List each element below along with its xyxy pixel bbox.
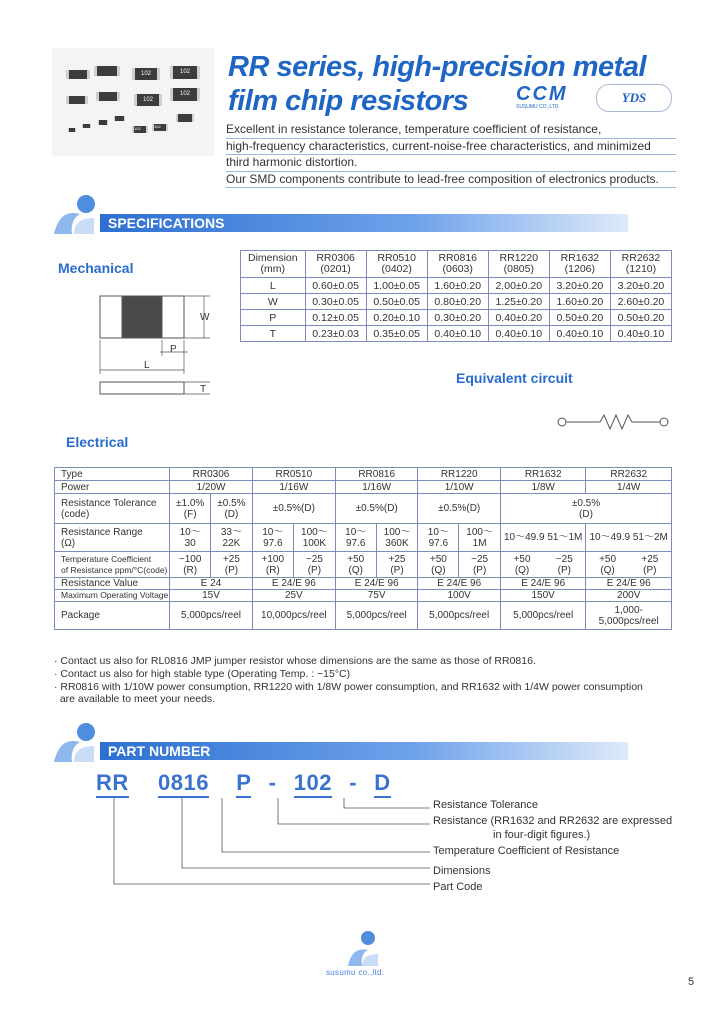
- note-line: · Contact us also for high stable type (Operating Temp. : −15°C): [54, 667, 351, 680]
- susumu-logo-icon: [344, 930, 384, 968]
- table-cell: 0.23±0.03: [305, 326, 366, 342]
- row-label: Resistance Range (Ω): [55, 524, 170, 552]
- table-cell: 0.40±0.10: [549, 326, 610, 342]
- note-line: are available to meet your needs.: [54, 693, 216, 706]
- yds-logo: YDS: [596, 84, 672, 112]
- equivalent-circuit-diagram: [556, 410, 672, 434]
- table-cell: 100V: [418, 590, 501, 602]
- pn-tcr: P: [236, 770, 251, 798]
- part-number-legend: [433, 798, 672, 894]
- equivalent-circuit-heading: Equivalent circuit: [456, 370, 573, 386]
- table-cell: ±0.5%(D): [252, 494, 335, 524]
- table-cell: 10～ 97.6: [418, 524, 459, 552]
- ccm-logo-subtext: SUSUMU CO.,LTD.: [516, 104, 560, 110]
- pn-separator: -: [349, 770, 358, 795]
- table-cell: 15V: [170, 590, 253, 602]
- table-row: [241, 294, 672, 310]
- ccm-logo-text: CCM: [516, 83, 568, 105]
- table-row: [55, 552, 672, 578]
- chip-image: 102: [132, 68, 160, 80]
- p-label: P: [170, 344, 177, 355]
- row-label: T: [241, 326, 306, 342]
- w-label: W: [200, 312, 210, 323]
- mechanical-heading: Mechanical: [58, 260, 134, 276]
- legend-tcr: Temperature Coefficient of Resistance: [433, 845, 620, 857]
- table-cell: 0.30±0.20: [427, 310, 488, 326]
- pn-tolerance: D: [374, 770, 390, 798]
- table-cell: 0.20±0.10: [366, 310, 427, 326]
- model-header: RR0306 (0201): [305, 251, 366, 278]
- table-cell: 2.00±0.20: [488, 278, 549, 294]
- table-cell: ±0.5%(D): [418, 494, 501, 524]
- pn-part-code: RR: [96, 770, 129, 798]
- section-icon: [50, 722, 104, 764]
- table-cell: 1/8W: [500, 481, 585, 494]
- table-row: [55, 578, 672, 590]
- chip-image: 102: [134, 94, 162, 106]
- l-label: L: [144, 360, 150, 371]
- table-cell: 1/16W: [252, 481, 335, 494]
- model-header: RR0510 (0402): [366, 251, 427, 278]
- table-cell: 3.20±0.20: [549, 278, 610, 294]
- table-cell: ±0.5% (D): [500, 494, 671, 524]
- table-cell: 3.20±0.20: [610, 278, 671, 294]
- table-cell: 5,000pcs/reel: [170, 602, 253, 630]
- chip-image: [114, 116, 125, 121]
- note-line: · RR0816 with 1/10W power consumption, RR1220 with 1/8W power consumption, and RR1632 with 1/4W power consumption: [54, 680, 643, 693]
- table-cell: 10～ 30: [170, 524, 211, 552]
- row-label: Package: [55, 602, 170, 630]
- table-cell: RR0510: [252, 468, 335, 481]
- table-cell: 1/20W: [170, 481, 253, 494]
- notes: [54, 655, 643, 706]
- part-number-heading: PART NUMBER: [100, 742, 628, 760]
- model-header: RR1632 (1206): [549, 251, 610, 278]
- table-cell: ±0.5%(D): [335, 494, 418, 524]
- table-cell: 1,000- 5,000pcs/reel: [586, 602, 672, 630]
- table-cell: 100～ 100K: [293, 524, 335, 552]
- table-cell: RR1632: [500, 468, 585, 481]
- table-cell: −25 (P): [459, 552, 501, 578]
- table-cell: 1/16W: [335, 481, 418, 494]
- table-cell: 0.50±0.20: [549, 310, 610, 326]
- t-label: T: [200, 384, 207, 395]
- table-cell: 0.40±0.10: [488, 326, 549, 342]
- table-cell: RR0816: [335, 468, 418, 481]
- chip-image: [66, 70, 90, 79]
- row-label: Resistance Tolerance (code): [55, 494, 170, 524]
- row-label: Type: [55, 468, 170, 481]
- table-cell: 0.30±0.05: [305, 294, 366, 310]
- table-cell: E 24/E 96: [252, 578, 335, 590]
- table-cell: 10～49.9 51～1M: [500, 524, 585, 552]
- table-row: [55, 468, 672, 481]
- table-cell: +50 (Q): [418, 552, 459, 578]
- legend-dimensions: Dimensions: [433, 865, 491, 877]
- ccm-logo: [516, 84, 588, 114]
- legend-part-code: Part Code: [433, 881, 483, 893]
- table-cell: E 24/E 96: [335, 578, 418, 590]
- section-icon: [50, 194, 104, 236]
- model-header: RR2632 (1210): [610, 251, 671, 278]
- table-cell: ±1.0% (F): [170, 494, 211, 524]
- table-row: [55, 494, 672, 524]
- note-line: · Contact us also for RL0816 JMP jumper resistor whose dimensions are the same as those of RR0816.: [54, 655, 536, 667]
- dimension-header-row: [241, 251, 672, 278]
- table-cell: 0.40±0.10: [427, 326, 488, 342]
- table-row: [55, 602, 672, 630]
- table-cell: 0.35±0.05: [366, 326, 427, 342]
- chip-image: [66, 96, 88, 104]
- table-row: [241, 326, 672, 342]
- chip-image: [98, 120, 108, 125]
- table-cell: 1.60±0.20: [427, 278, 488, 294]
- dimension-diagram: [94, 290, 224, 410]
- table-cell: 0.80±0.20: [427, 294, 488, 310]
- table-cell: 25V: [252, 590, 335, 602]
- side-view: [100, 382, 184, 394]
- table-cell: +25 (P): [376, 552, 418, 578]
- table-cell: E 24/E 96: [418, 578, 501, 590]
- pn-dimensions: 0816: [158, 770, 209, 798]
- product-photo: [52, 48, 214, 156]
- row-label: Resistance Value: [55, 578, 170, 590]
- electrode-left: [100, 296, 122, 338]
- table-cell: 1/10W: [418, 481, 501, 494]
- row-label: W: [241, 294, 306, 310]
- table-cell: 0.50±0.05: [366, 294, 427, 310]
- table-cell: 1.25±0.20: [488, 294, 549, 310]
- table-cell: RR2632: [586, 468, 672, 481]
- table-cell: 10,000pcs/reel: [252, 602, 335, 630]
- table-cell: 1.00±0.05: [366, 278, 427, 294]
- row-label: Temperature Coefficient of Resistance ppm/°C(code): [55, 552, 170, 578]
- page-number: 5: [688, 976, 695, 988]
- chip-image: [94, 66, 120, 76]
- row-label: P: [241, 310, 306, 326]
- row-label: L: [241, 278, 306, 294]
- intro-line: third harmonic distortion.: [226, 155, 676, 172]
- table-cell: 75V: [335, 590, 418, 602]
- table-cell: 1.60±0.20: [549, 294, 610, 310]
- table-cell: 150V: [500, 590, 585, 602]
- model-header: RR1220 (0805): [488, 251, 549, 278]
- legend-tolerance: Resistance Tolerance: [433, 799, 538, 811]
- table-cell: RR0306: [170, 468, 253, 481]
- table-cell: RR1220: [418, 468, 501, 481]
- table-cell: −100 (R): [170, 552, 211, 578]
- chip-image: 102: [152, 124, 168, 131]
- intro-line: high-frequency characteristics, current-noise-free characteristics, and minimized: [226, 139, 676, 156]
- table-cell: +50 (Q) −25 (P): [500, 552, 585, 578]
- chip-image: [176, 114, 194, 122]
- table-cell: 1/4W: [586, 481, 672, 494]
- table-cell: 100～ 1M: [459, 524, 501, 552]
- intro-line: Excellent in resistance tolerance, temperature coefficient of resistance,: [226, 122, 676, 139]
- table-cell: 0.12±0.05: [305, 310, 366, 326]
- table-row: [55, 481, 672, 494]
- table-cell: 0.40±0.10: [610, 326, 671, 342]
- table-cell: E 24: [170, 578, 253, 590]
- table-cell: 33～ 22K: [211, 524, 253, 552]
- intro-text: [226, 122, 676, 188]
- part-number-example: [96, 770, 391, 798]
- title-line-1: RR series, high-precision metal: [228, 51, 647, 83]
- table-cell: −25 (P): [293, 552, 335, 578]
- intro-line: Our SMD components contribute to lead-free composition of electronics products.: [226, 172, 676, 189]
- chip-image: [82, 124, 91, 128]
- table-row: [55, 524, 672, 552]
- table-cell: E 24/E 96: [500, 578, 585, 590]
- table-cell: +50 (Q) +25 (P): [586, 552, 672, 578]
- electrode-right: [162, 296, 184, 338]
- resistor-body: [122, 296, 162, 338]
- resistor-symbol-icon: [600, 415, 632, 429]
- legend-resistance-note: in four-digit figures.): [493, 829, 591, 841]
- specifications-heading: SPECIFICATIONS: [100, 214, 628, 232]
- title-line-2: film chip resistors: [228, 85, 469, 117]
- table-cell: E 24/E 96: [586, 578, 672, 590]
- electrical-heading: Electrical: [66, 434, 129, 450]
- table-cell: +25 (P): [211, 552, 253, 578]
- part-number-leader-lines: [100, 798, 436, 894]
- table-cell: 200V: [586, 590, 672, 602]
- table-row: [55, 590, 672, 602]
- table-cell: 5,000pcs/reel: [418, 602, 501, 630]
- table-cell: 0.50±0.20: [610, 310, 671, 326]
- table-cell: 100～ 360K: [376, 524, 418, 552]
- table-cell: 5,000pcs/reel: [500, 602, 585, 630]
- chip-image: [68, 128, 76, 132]
- table-cell: 10～ 97.6: [252, 524, 293, 552]
- table-cell: 5,000pcs/reel: [335, 602, 418, 630]
- dimension-table: [240, 250, 672, 342]
- footer-brand: susumu co.,ltd.: [326, 968, 385, 977]
- table-cell: 0.40±0.20: [488, 310, 549, 326]
- chip-image: [96, 92, 120, 101]
- row-label: Power: [55, 481, 170, 494]
- chip-image: 102: [170, 66, 200, 79]
- chip-image: 102: [170, 88, 200, 101]
- table-cell: ±0.5% (D): [211, 494, 253, 524]
- table-cell: +100 (R): [252, 552, 293, 578]
- dimension-header-cell: Dimension (mm): [241, 251, 306, 278]
- table-cell: +50 (Q): [335, 552, 376, 578]
- electrical-table: [54, 467, 672, 630]
- table-cell: 10～49.9 51～2M: [586, 524, 672, 552]
- pn-separator: -: [268, 770, 277, 795]
- table-cell: 2.60±0.20: [610, 294, 671, 310]
- table-row: [241, 310, 672, 326]
- table-cell: 10～ 97.6: [335, 524, 376, 552]
- row-label: Maximum Operating Voltage: [55, 590, 170, 602]
- legend-resistance: Resistance (RR1632 and RR2632 are expressed: [433, 815, 673, 827]
- model-header: RR0816 (0603): [427, 251, 488, 278]
- pn-resistance: 102: [294, 770, 332, 798]
- table-row: [241, 278, 672, 294]
- chip-image: 102: [132, 126, 148, 133]
- table-cell: 0.60±0.05: [305, 278, 366, 294]
